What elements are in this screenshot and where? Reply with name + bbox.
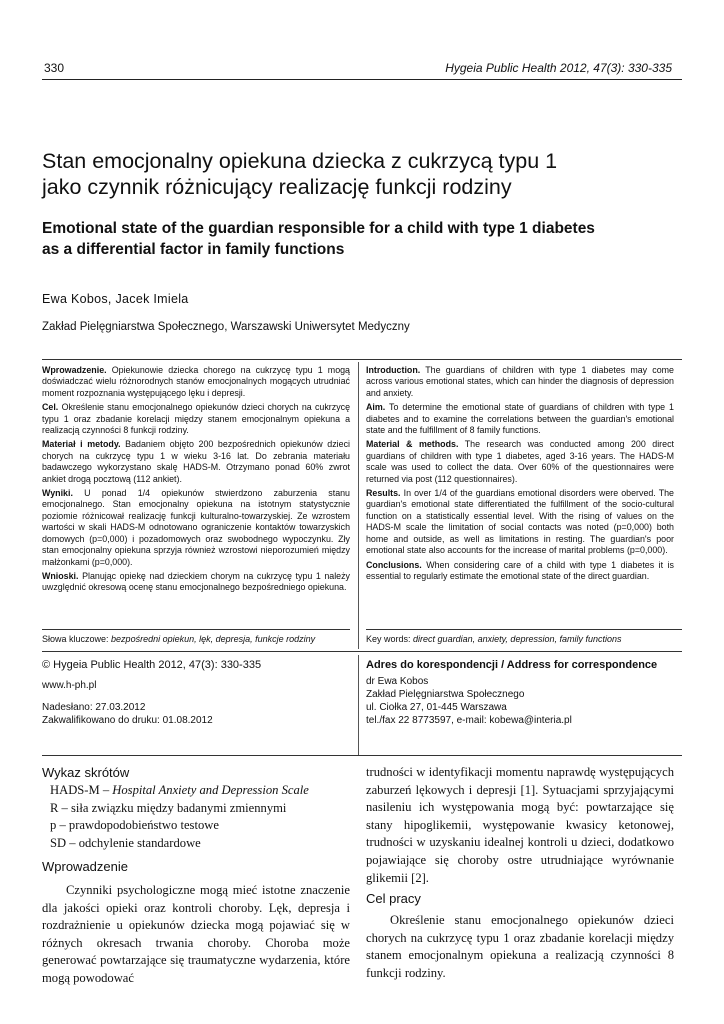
abbreviations-list (50, 782, 350, 852)
correspondence-contact: tel./fax 22 8773597, e-mail: kobewa@interia.pl (366, 715, 572, 726)
abstract-english (366, 365, 674, 585)
sent-date: Nadesłano: 27.03.2012 (42, 702, 146, 713)
title-polish (42, 148, 682, 200)
page-number: 330 (44, 61, 65, 75)
journal-url: www.h-ph.pl (42, 680, 97, 691)
title-english-line-1: Emotional state of the guardian responsible for a child with type 1 diabetes (42, 220, 595, 237)
accepted-date: Zakwalifikowano do druku: 01.08.2012 (42, 715, 213, 726)
aim-paragraph: Określenie stanu emocjonalnego opiekunów dzieci chorych na cukrzycę typu 1 oraz zbadanie korelacji między stanem emocjonalnym opiekuna a realizacją czynności 8 funkcji rodziny. (366, 913, 674, 980)
header-rule (42, 79, 682, 80)
title-english-line-2: as a differential factor in family functions (42, 240, 345, 258)
correspondence-heading: Adres do korespondencji / Address for correspondence (366, 659, 658, 671)
correspondence-block (366, 659, 682, 727)
abstract-top-rule (42, 359, 682, 360)
abbreviation-item: SD – odchylenie standardowe (50, 835, 201, 850)
title-polish-line-2: jako czynnik różnicujący realizację funkcji rodziny (42, 175, 512, 199)
keywords-english: Key words: direct guardian, anxiety, depression, family functions (366, 634, 622, 644)
abstract-en-conclusions: Conclusions. When considering care of a child with type 1 diabetes it is essential to regularly estimate the emotional state of the direct guardian. (366, 559, 674, 581)
journal-citation: Hygeia Public Health 2012, 47(3): 330-335 (445, 61, 672, 75)
title-polish-line-1: Stan emocjonalny opiekuna dziecka z cukrzycą typu 1 (42, 149, 558, 173)
title-english (42, 219, 682, 260)
keywords-polish: Słowa kluczowe: bezpośredni opiekun, lęk, depresja, funkcje rodziny (42, 634, 316, 644)
right-column-paragraph: trudności w identyfikacji momentu naprawdę występujących zaburzeń lękowych i depresji [1]. Sytuacjami sprzyjającymi nasileniu ich występowania mogą być: powtarzające się stany hipoglikemii, występowanie kwasicy ketonowej, trudności w uzyskaniu idealnej kontroli u dzieci, dodatkowo pojawiające się choroby ostre utrudniające wyrównanie glikemii [2]. (366, 765, 674, 885)
keywords-rule-en (366, 629, 682, 630)
abbreviations-heading: Wykaz skrótów (42, 765, 130, 780)
abstract-pl-methods: Materiał i metody. Badaniem objęto 200 bezpośrednich opiekunów dzieci chorych na cukrzycę typu 1 w wieku 3-16 lat. Do zebrania materiału badawczego wykorzystano skalę HADS-M. Otrzymano ponad 60% zwrot ankiet drogą pocztową (112 ankiet). (42, 439, 350, 484)
abstract-pl-conclusions: Wnioski. Planując opiekę nad dzieckiem chorym na cukrzycę typu 1 należy uwzględnić okresową ocenę stanu emocjonalnego bezpośredniego opiekuna. (42, 570, 350, 593)
abbreviation-item: R – siła związku między badanymi zmiennymi (50, 800, 287, 815)
abstract-polish (42, 365, 350, 597)
abstract-column-divider (358, 362, 359, 649)
correspondence-street: ul. Ciołka 27, 01-445 Warszawa (366, 702, 507, 713)
abstract-pl-intro: Wprowadzenie. Opiekunowie dziecka chorego na cukrzycę typu 1 mogą doświadczać wielu różnorodnych stanów emocjonalnych mogących utrudniać moment rozpoznania występującego lęku i depresji. (42, 365, 350, 398)
correspondence-name: dr Ewa Kobos (366, 676, 429, 687)
abstract-pl-aim: Cel. Określenie stanu emocjonalnego opiekunów dzieci chorych na cukrzycę typu 1 oraz zbadanie korelacji między stanem emocjonalnym opiekuna a realizacją czynności 8 funkcji rodziny. (42, 402, 350, 436)
abstract-en-methods: Material & methods. The research was conducted among 200 direct guardians of children with type 1 diabetes, aged 3-16 years. The HADS-M scale was used to collect the data. Over 60% of the questionnaires were returned via post (112 questionnaires). (366, 439, 674, 484)
correspondence-dept: Zakład Pielęgniarstwa Społecznego (366, 689, 525, 700)
info-column-divider (358, 655, 359, 755)
affiliation: Zakład Pielęgniarstwa Społecznego, Warszawski Uniwersytet Medyczny (42, 321, 410, 333)
intro-paragraph: Czynniki psychologiczne mogą mieć istotne znaczenie dla jakości opieki oraz kontroli choroby. Lęk, depresja i rozdrażnienie u opiekunów dziecka mogą pojawiać się w różnych okresach trwania choroby. Choroba może generować powtarzające się traumatyczne wydarzenia, które mogą powodować (42, 883, 350, 985)
aim-heading: Cel pracy (366, 891, 421, 906)
abstract-pl-results: Wyniki. U ponad 1/4 opiekunów stwierdzono zaburzenia stanu emocjonalnego. Stan emocjonalny opiekuna na istotnym statystycznie poziomie różnicował realizację funkcji kulturalno-towarzyskiej. Ze wzrostem wartości w skali HADS-M odnotowano ograniczenie kontaktów towarzyskich domowych (p=0,000) i pozadomowych oraz swobodnego wypoczynku. Zły stan emocjonalny opiekuna sprzyja również wzrostowi nieporozumień między małżonkami (p=0,000). (42, 488, 350, 567)
keywords-rule-pl (42, 629, 350, 630)
abstract-en-results: Results. In over 1/4 of the guardians emotional disorders were oberved. The guardian's emotional state differentiated the fulfillment of the socio-cultural function on a statistically essential level. With the rising of values on the HADS-M scale the limitation of social contacts was noted (p=0,000) both home and outside, as well as limitations in resting. The guardian's poor emotional state also accounts for the increase of marital problems (p=0,000). (366, 488, 674, 556)
abstract-bottom-rule (42, 651, 682, 652)
abstract-en-intro: Introduction. The guardians of children with type 1 diabetes may come across various emotional states, which can hinder the diagnosis of depression and anxiety. (366, 365, 674, 398)
citation-line: © Hygeia Public Health 2012, 47(3): 330-335 (42, 659, 262, 671)
abbreviation-item: p – prawdopodobieństwo testowe (50, 818, 219, 833)
intro-heading: Wprowadzenie (42, 859, 128, 874)
authors: Ewa Kobos, Jacek Imiela (42, 292, 189, 306)
abbreviation-item: HADS-M – Hospital Anxiety and Depression Scale (50, 783, 309, 797)
abstract-en-aim: Aim. To determine the emotional state of guardians of children with type 1 diabetes and to examine the correlations between the guardian's emotional state and the fulfillment of 8 family functions. (366, 402, 674, 436)
citation-block (42, 659, 350, 727)
info-bottom-rule (42, 755, 682, 756)
